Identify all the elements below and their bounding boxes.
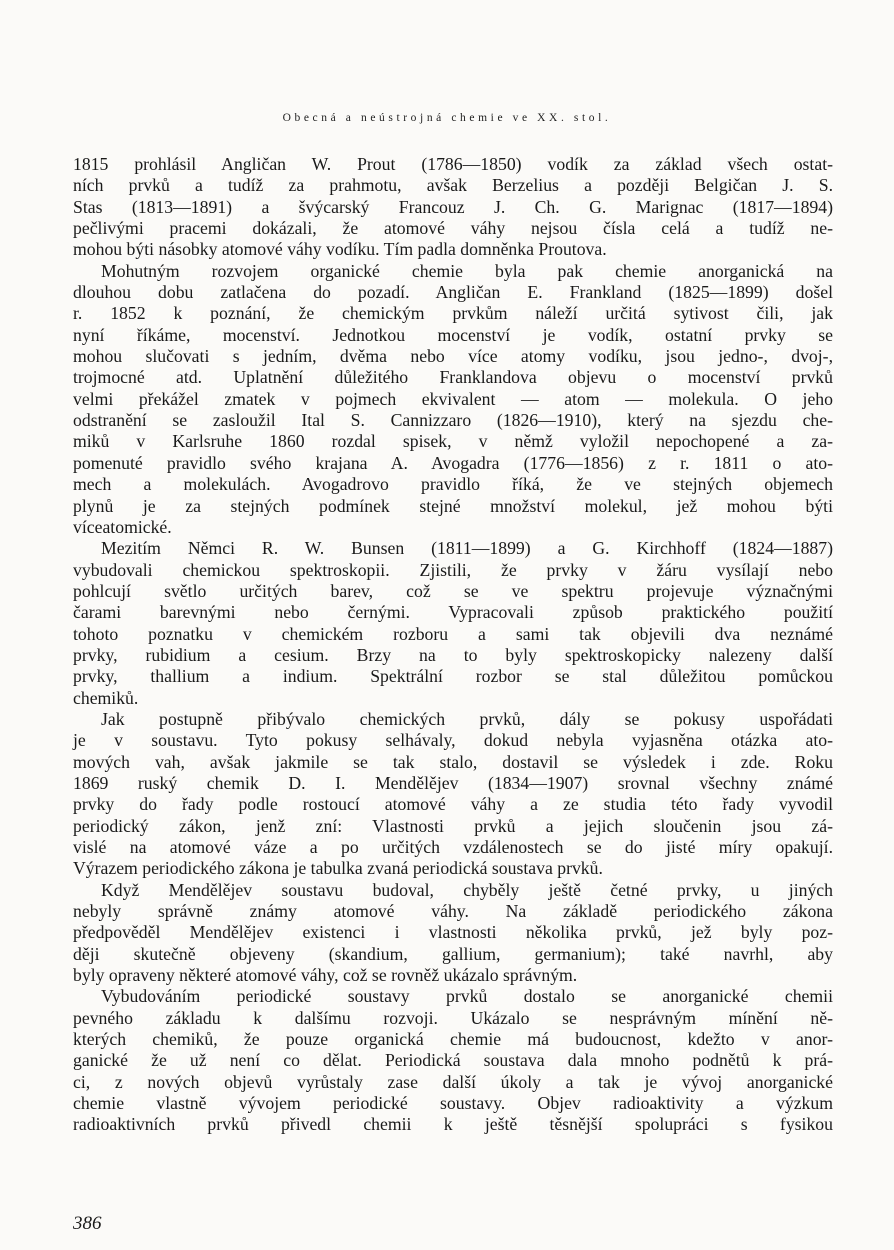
running-head: Obecná a neústrojná chemie ve XX. stol.: [282, 112, 612, 124]
text-line: mohou slučovati s jedním, dvěma nebo více atomy vodíku, jsou jedno-, dvoj-,: [73, 346, 833, 367]
text-line: mech a molekulách. Avogadrovo pravidlo říká, že ve stejných objemech: [73, 474, 833, 495]
text-line: miků v Karlsruhe 1860 rozdal spisek, v němž vyložil nepochopené a za-: [73, 431, 833, 452]
text-line: pomenuté pravidlo svého krajana A. Avogadra (1776—1856) z r. 1811 o ato-: [73, 452, 833, 473]
body-text: [73, 154, 833, 1136]
text-line: prvky, thallium a indium. Spektrální rozbor se stal důležitou pomůckou: [73, 666, 833, 687]
text-line: vislé na atomové váze a po určitých vzdálenostech se do jisté míry opakují.: [73, 837, 833, 857]
text-line: 1815 prohlásil Angličan W. Prout (1786—1850) vodík za základ všech ostat-: [73, 154, 833, 174]
text-line: předpověděl Mendělějev existenci i vlastnosti několika prvků, jež byly poz-: [73, 922, 833, 943]
text-line: pohlcují světlo určitých barev, což se ve spektru projevuje význačnými: [73, 580, 833, 601]
text-line: Mezitím Němci R. W. Bunsen (1811—1899) a G. Kirchhoff (1824—1887): [101, 538, 833, 559]
text-line: Výrazem periodického zákona je tabulka zvaná periodická soustava prvků.: [73, 858, 603, 879]
text-line: chemie vlastně vývojem periodické soustavy. Objev radioaktivity a výzkum: [73, 1093, 833, 1114]
text-line: pevného základu k dalšímu rozvoji. Ukázalo se nesprávným mínění ně-: [73, 1007, 833, 1028]
text-line: víceatomické.: [73, 516, 172, 537]
text-line: je v soustavu. Tyto pokusy selhávaly, dokud nebyla vyjasněna otázka ato-: [73, 730, 833, 751]
text-line: Vybudováním periodické soustavy prvků dostalo se anorganické chemii: [101, 986, 833, 1007]
text-line: velmi překážel zmatek v pojmech ekvivalent — atom — molekula. O jeho: [73, 388, 833, 409]
text-line: prvky, rubidium a cesium. Brzy na to byly spektroskopicky nalezeny další: [73, 644, 833, 665]
text-line: mových vah, avšak jakmile se tak stalo, dostavil se výsledek i zde. Roku: [73, 751, 833, 772]
paragraph: [73, 880, 833, 987]
text-line: nyní říkáme, mocenství. Jednotkou mocenství je vodík, ostatní prvky se: [73, 324, 833, 345]
text-line: dlouhou dobu zatlačena do pozadí. Angličan E. Frankland (1825—1899) došel: [73, 282, 833, 303]
text-line: ci, z nových objevů vyrůstaly zase další úkoly a tak je vývoj anorganické: [73, 1071, 833, 1092]
text-line: kterých chemiků, že pouze organická chemie má budoucnost, kdežto v anor-: [73, 1029, 833, 1050]
text-line: pečlivými pracemi dokázali, že atomové váhy nejsou čísla celá a tudíž ne-: [73, 218, 833, 239]
text-line: Když Mendělějev soustavu budoval, chyběly ještě četné prvky, u jiných: [101, 879, 833, 900]
text-line: ději skutečně objeveny (skandium, gallium, germanium); také navrhl, aby: [73, 943, 833, 964]
text-line: tohoto poznatku v chemickém rozboru a sami tak objevili dva neznámé: [73, 623, 833, 644]
text-line: chemiků.: [73, 687, 139, 708]
text-line: mohou býti násobky atomové váhy vodíku. Tím padla domněnka Proutova.: [73, 239, 607, 260]
text-line: plynů je za stejných podmínek stejné množství molekul, jež mohou býti: [73, 495, 833, 516]
text-line: radioaktivních prvků přivedl chemii k ještě těsnější spolupráci s fysikou: [73, 1114, 833, 1135]
text-line: Mohutným rozvojem organické chemie byla pak chemie anorganická na: [101, 260, 833, 281]
text-line: odstranění se zasloužil Ital S. Cannizzaro (1826—1910), který na sjezdu che-: [73, 410, 833, 431]
text-line: byly opraveny některé atomové váhy, což se rovněž ukázalo správným.: [73, 965, 578, 986]
text-line: ních prvků a tudíž za prahmotu, avšak Berzelius a později Belgičan J. S.: [73, 175, 833, 196]
page-number: 386: [73, 1213, 102, 1234]
text-line: ganické že už není co dělat. Periodická soustava dala mnoho podnětů k prá-: [73, 1050, 833, 1071]
text-line: nebyly správně známy atomové váhy. Na základě periodického zákona: [73, 901, 833, 922]
paragraph: [73, 261, 833, 538]
text-line: prvky do řady podle rostoucí atomové váhy a ze studia této řady vyvodil: [73, 794, 833, 815]
paragraph: [73, 709, 833, 880]
text-line: periodický zákon, jenž zní: Vlastnosti prvků a jejich sloučenin jsou zá-: [73, 815, 833, 836]
text-line: 1869 ruský chemik D. I. Mendělějev (1834—1907) srovnal všechny známé: [73, 772, 833, 793]
text-line: trojmocné atd. Uplatnění důležitého Franklandova objevu o mocenství prvků: [73, 367, 833, 388]
paragraph: [73, 986, 833, 1135]
paragraph: [73, 538, 833, 709]
text-line: r. 1852 k poznání, že chemickým prvkům náleží určitá sytivost čili, jak: [73, 303, 833, 324]
text-line: Jak postupně přibývalo chemických prvků, dály se pokusy uspořádati: [101, 708, 833, 729]
text-line: Stas (1813—1891) a švýcarský Francouz J. Ch. G. Marignac (1817—1894): [73, 196, 833, 217]
text-line: čarami barevnými nebo černými. Vypracovali způsob praktického použití: [73, 602, 833, 623]
paragraph: [73, 154, 833, 261]
text-line: vybudovali chemickou spektroskopii. Zjistili, že prvky v žáru vysílají nebo: [73, 559, 833, 580]
